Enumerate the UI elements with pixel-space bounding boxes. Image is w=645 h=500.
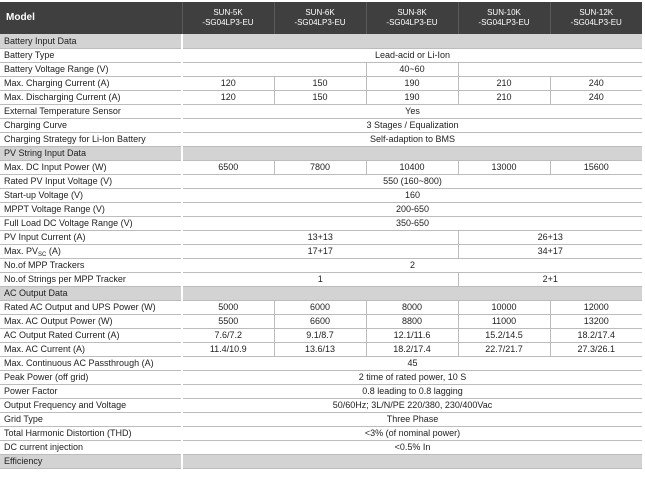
section-header-row <box>0 34 642 48</box>
spec-label: Charging Curve <box>0 118 182 132</box>
spec-label: Power Factor <box>0 384 182 398</box>
section-header-fill <box>182 146 642 160</box>
spec-row <box>0 426 642 440</box>
spec-value: 27.3/26.1 <box>550 342 642 356</box>
spec-row <box>0 370 642 384</box>
section-header-fill <box>182 454 642 468</box>
spec-label: Rated AC Output and UPS Power (W) <box>0 300 182 314</box>
spec-value <box>458 62 642 76</box>
spec-value: 15600 <box>550 160 642 174</box>
spec-value: 8000 <box>366 300 458 314</box>
spec-row <box>0 398 642 412</box>
model-name: SUN-10K <box>487 8 521 17</box>
section-header-fill <box>182 286 642 300</box>
spec-value: 120 <box>182 90 274 104</box>
spec-row <box>0 440 642 454</box>
spec-label <box>0 244 182 258</box>
spec-row <box>0 104 642 118</box>
spec-value: <3% (of nominal power) <box>182 426 642 440</box>
spec-label: Max. AC Current (A) <box>0 342 182 356</box>
spec-value: 12.1/11.6 <box>366 328 458 342</box>
spec-row <box>0 230 642 244</box>
spec-value: 2+1 <box>458 272 642 286</box>
spec-row <box>0 314 642 328</box>
spec-row <box>0 48 642 62</box>
spec-label: Max. Discharging Current (A) <box>0 90 182 104</box>
spec-value: Self-adaption to BMS <box>182 132 642 146</box>
spec-value: 190 <box>366 90 458 104</box>
model-column-header <box>274 2 366 34</box>
spec-label: Start-up Voltage (V) <box>0 188 182 202</box>
spec-value: 7800 <box>274 160 366 174</box>
spec-label: MPPT Voltage Range (V) <box>0 202 182 216</box>
spec-value: 45 <box>182 356 642 370</box>
spec-value: 10400 <box>366 160 458 174</box>
model-header-label: Model <box>0 2 182 34</box>
spec-row <box>0 118 642 132</box>
spec-row <box>0 328 642 342</box>
spec-value: 240 <box>550 90 642 104</box>
spec-value: <0.5% In <box>182 440 642 454</box>
spec-value <box>182 62 366 76</box>
section-title: PV String Input Data <box>0 146 182 160</box>
spec-label: Full Load DC Voltage Range (V) <box>0 216 182 230</box>
spec-value: 150 <box>274 90 366 104</box>
spec-value: 10000 <box>458 300 550 314</box>
spec-value: 11.4/10.9 <box>182 342 274 356</box>
spec-value: 200-650 <box>182 202 642 216</box>
spec-value: 34+17 <box>458 244 642 258</box>
spec-value: 1 <box>182 272 458 286</box>
spec-row <box>0 160 642 174</box>
spec-label: Max. Continuous AC Passthrough (A) <box>0 356 182 370</box>
spec-value: 2 time of rated power, 10 S <box>182 370 642 384</box>
spec-label: Max. Charging Current (A) <box>0 76 182 90</box>
spec-value: 22.7/21.7 <box>458 342 550 356</box>
section-header-fill <box>182 34 642 48</box>
spec-value: 15.2/14.5 <box>458 328 550 342</box>
spec-label: Output Frequency and Voltage <box>0 398 182 412</box>
model-header-row <box>0 2 642 34</box>
model-column-header <box>458 2 550 34</box>
model-suffix: -SG04LP3-EU <box>570 18 622 27</box>
model-name: SUN-6K <box>305 8 335 17</box>
spec-label: Max. DC Input Power (W) <box>0 160 182 174</box>
spec-row <box>0 216 642 230</box>
spec-value: 18.2/17.4 <box>550 328 642 342</box>
spec-row <box>0 300 642 314</box>
spec-label: DC current injection <box>0 440 182 454</box>
spec-label: Total Harmonic Distortion (THD) <box>0 426 182 440</box>
spec-label: External Temperature Sensor <box>0 104 182 118</box>
spec-label: Peak Power (off grid) <box>0 370 182 384</box>
spec-value: 6600 <box>274 314 366 328</box>
spec-value: 6500 <box>182 160 274 174</box>
spec-label: Battery Type <box>0 48 182 62</box>
section-title: Efficiency <box>0 454 182 468</box>
spec-value: 13000 <box>458 160 550 174</box>
spec-value: 0.8 leading to 0.8 lagging <box>182 384 642 398</box>
spec-value: 210 <box>458 76 550 90</box>
model-suffix: -SG04LP3-EU <box>386 18 438 27</box>
spec-value: Three Phase <box>182 412 642 426</box>
spec-row <box>0 76 642 90</box>
spec-row <box>0 412 642 426</box>
spec-label-text: Max. PV <box>4 246 39 256</box>
spec-row <box>0 90 642 104</box>
spec-value: 350-650 <box>182 216 642 230</box>
spec-value: 6000 <box>274 300 366 314</box>
spec-value: Yes <box>182 104 642 118</box>
spec-row <box>0 272 642 286</box>
spec-value: 240 <box>550 76 642 90</box>
section-title: Battery Input Data <box>0 34 182 48</box>
spec-label: Max. AC Output Power (W) <box>0 314 182 328</box>
model-suffix: -SG04LP3-EU <box>202 18 254 27</box>
spec-label: Charging Strategy for Li-Ion Battery <box>0 132 182 146</box>
spec-value: 12000 <box>550 300 642 314</box>
spec-value: 40~60 <box>366 62 458 76</box>
spec-row <box>0 244 642 258</box>
spec-row <box>0 188 642 202</box>
spec-label-unit: (A) <box>46 246 61 256</box>
spec-value: 7.6/7.2 <box>182 328 274 342</box>
spec-value: 150 <box>274 76 366 90</box>
spec-row <box>0 132 642 146</box>
spec-value: 190 <box>366 76 458 90</box>
model-column-header <box>182 2 274 34</box>
spec-value: 5000 <box>182 300 274 314</box>
model-column-header <box>550 2 642 34</box>
spec-label: No.of Strings per MPP Tracker <box>0 272 182 286</box>
spec-row <box>0 342 642 356</box>
spec-value: 120 <box>182 76 274 90</box>
spec-row <box>0 258 642 272</box>
model-suffix: -SG04LP3-EU <box>294 18 346 27</box>
spec-value: 5500 <box>182 314 274 328</box>
spec-label: Rated PV Input Voltage (V) <box>0 174 182 188</box>
spec-row <box>0 356 642 370</box>
model-name: SUN-5K <box>213 8 243 17</box>
spec-value: 13+13 <box>182 230 458 244</box>
spec-row <box>0 174 642 188</box>
spec-row <box>0 202 642 216</box>
spec-label: No.of MPP Trackers <box>0 258 182 272</box>
spec-value: 13.6/13 <box>274 342 366 356</box>
spec-value: 17+17 <box>182 244 458 258</box>
spec-value: 2 <box>182 258 642 272</box>
spec-value: 3 Stages / Equalization <box>182 118 642 132</box>
spec-value: 160 <box>182 188 642 202</box>
model-column-header <box>366 2 458 34</box>
section-header-row <box>0 454 642 468</box>
spec-value: Lead-acid or Li-Ion <box>182 48 642 62</box>
spec-value: 13200 <box>550 314 642 328</box>
spec-value: 8800 <box>366 314 458 328</box>
spec-value: 50/60Hz; 3L/N/PE 220/380, 230/400Vac <box>182 398 642 412</box>
spec-label: Grid Type <box>0 412 182 426</box>
section-header-row <box>0 286 642 300</box>
spec-value: 18.2/17.4 <box>366 342 458 356</box>
model-name: SUN-8K <box>397 8 427 17</box>
model-suffix: -SG04LP3-EU <box>478 18 530 27</box>
section-title: AC Output Data <box>0 286 182 300</box>
spec-value: 9.1/8.7 <box>274 328 366 342</box>
spec-value: 26+13 <box>458 230 642 244</box>
spec-label: AC Output Rated Current (A) <box>0 328 182 342</box>
spec-value: 210 <box>458 90 550 104</box>
spec-value: 11000 <box>458 314 550 328</box>
section-header-row <box>0 146 642 160</box>
spec-row <box>0 384 642 398</box>
spec-value: 550 (160~800) <box>182 174 642 188</box>
spec-label: Battery Voltage Range (V) <box>0 62 182 76</box>
spec-label-subscript: SC <box>38 252 47 258</box>
spec-label: PV Input Current (A) <box>0 230 182 244</box>
spec-row <box>0 62 642 76</box>
spec-table <box>0 2 642 469</box>
model-name: SUN-12K <box>579 8 614 17</box>
